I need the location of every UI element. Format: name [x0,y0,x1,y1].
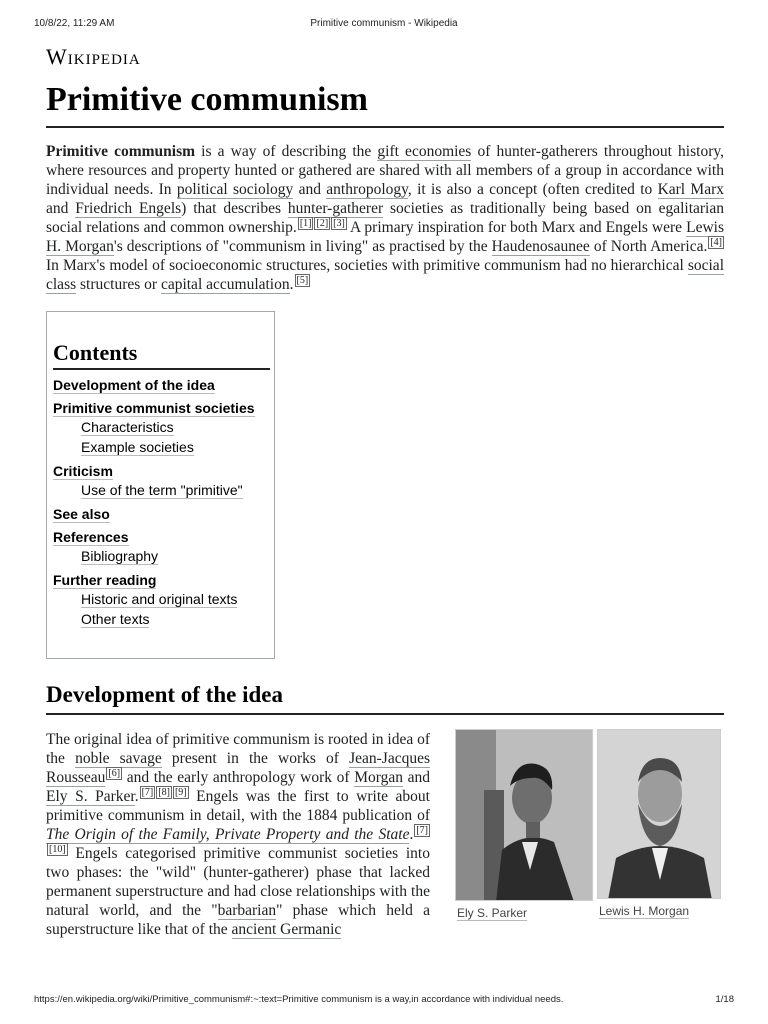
toc-item[interactable] [53,376,268,394]
toc-list [53,376,268,629]
link-capital-accumulation[interactable]: capital accumulation [160,276,290,293]
toc-item-label: Primitive communist societies [53,400,255,416]
caption-lewis-morgan[interactable]: Lewis H. Morgan [599,904,690,918]
citation-8[interactable]: [8] [158,786,170,798]
link-anthropology[interactable]: anthropology [326,181,408,198]
toc-item-label: Characteristics [81,419,174,435]
link-origin-of-family[interactable]: The Origin of the Family, Private Property and the State [46,826,410,843]
wikipedia-wordmark[interactable]: Wikipedia [46,44,141,69]
toc-item[interactable] [53,546,268,566]
link-haudenosaunee[interactable]: Haudenosaunee [491,238,590,255]
toc-item-label: Use of the term "primitive" [81,482,243,498]
link-gift-economies[interactable]: gift economies [377,143,472,160]
figure-lewis-morgan [597,729,721,918]
table-of-contents [46,311,275,659]
print-url: https://en.wikipedia.org/wiki/Primitive_communism#:~:text=Primitive communism is a way,in accordance with individual needs. [34,994,564,1005]
toc-item-label: See also [53,506,110,522]
link-morgan[interactable]: Morgan [354,769,403,786]
link-lewis-morgan[interactable]: Lewis H. Morgan [46,219,724,255]
citation-2[interactable]: [2] [316,217,329,229]
toc-item[interactable] [53,571,268,589]
citation-3[interactable]: [3] [333,217,345,229]
toc-item-label: Other texts [81,611,150,627]
portrait-lewis-morgan-svg [598,730,721,899]
citation-4[interactable]: [4] [710,236,723,248]
citation-7b[interactable]: [7] [416,824,428,836]
link-karl-marx[interactable]: Karl Marx [657,181,724,198]
link-noble-savage[interactable]: noble savage [75,750,162,767]
print-page-number: 1/18 [715,994,734,1005]
link-social-class[interactable]: social class [46,257,724,293]
print-header [34,18,734,32]
toc-item[interactable] [53,589,268,609]
toc-item[interactable] [53,528,268,546]
section-development-paragraph: The original idea of primitive communism is rooted in idea of the noble savage present in the works of Jean-Jacques Rousseau [6] and the early anthropology work of Morgan and Ely S. Parker. [7] [8] [9] Engels was the first to write about primitive communism in detail, with the 1884 publication of The Origin of the Family, Private Property and the State. [7][10] Engels categorised primitive communist societies into two phases: the "wild" (hunter-gatherer) phase that lacked permanent superstructure and had close relationships with the natural world, and the "barbarian" phase which held a superstructure like that of the ancient Germanic [46,731,430,938]
citation-9[interactable]: [9] [174,786,187,798]
section-heading-development: Development of the idea [46,682,724,715]
toc-item-label: Example societies [81,439,194,455]
citation-10[interactable]: [10] [49,843,66,855]
photo-ely-parker[interactable] [455,729,593,901]
toc-title: Contents [53,320,270,370]
citation-1[interactable]: [1] [299,217,312,229]
citation-5[interactable]: [5] [296,274,309,286]
citation-7[interactable]: [7] [141,786,154,798]
link-rousseau[interactable]: Jean-Jacques Rousseau [46,750,430,786]
figure-ely-parker [455,729,593,920]
lead-paragraph: Primitive communism is a way of describing the gift economies of hunter-gatherers throughout history, where resources and property hunted or gathered are shared with all members of a group in accordance with individual needs. In political sociology and anthropology, it is also a concept (often credited to Karl Marx and Friedrich Engels) that describes hunter-gatherer societies as traditionally being based on egalitarian social relations and common ownership. [1] [2] [3] A primary inspiration for both Marx and Engels were Lewis H. Morgan's descriptions of "communism in living" as practised by the Haudenosaunee of North America. [4] In Marx's model of socioeconomic structures, societies with primitive communism had no hierarchical social class structures or capital accumulation. [5] [46,143,724,293]
toc-item-label: Historic and original texts [81,591,238,607]
toc-item[interactable] [53,480,268,500]
link-hunter-gatherer[interactable]: hunter-gatherer [287,200,384,217]
toc-item[interactable] [53,399,268,417]
link-friedrich-engels[interactable]: Friedrich Engels [75,200,182,217]
toc-item[interactable] [53,462,268,480]
link-barbarian[interactable]: barbarian [217,902,277,919]
toc-item[interactable] [53,609,268,629]
link-ancient-germanic[interactable]: ancient Germanic [231,921,342,938]
link-ely-parker[interactable]: Ely S. Parker [46,788,135,805]
print-footer [34,994,734,1008]
toc-item[interactable] [53,437,268,457]
citation-6[interactable]: [6] [108,767,121,779]
toc-item-label: Bibliography [81,548,159,564]
toc-item-label: Development of the idea [53,377,215,393]
link-political-sociology[interactable]: political sociology [176,181,294,198]
print-page-title: Primitive communism - Wikipedia [310,18,458,29]
toc-item-label: References [53,529,129,545]
caption-ely-parker[interactable]: Ely S. Parker [457,906,528,920]
toc-item[interactable] [53,417,268,437]
toc-item-label: Further reading [53,572,157,588]
toc-item-label: Criticism [53,463,113,479]
lead-bold-term: Primitive communism [46,143,196,160]
print-date: 10/8/22, 11:29 AM [34,18,115,29]
toc-item[interactable] [53,505,268,523]
portrait-ely-parker-svg [456,730,593,901]
photo-lewis-morgan[interactable] [597,729,721,899]
page-title: Primitive communism [46,80,724,128]
